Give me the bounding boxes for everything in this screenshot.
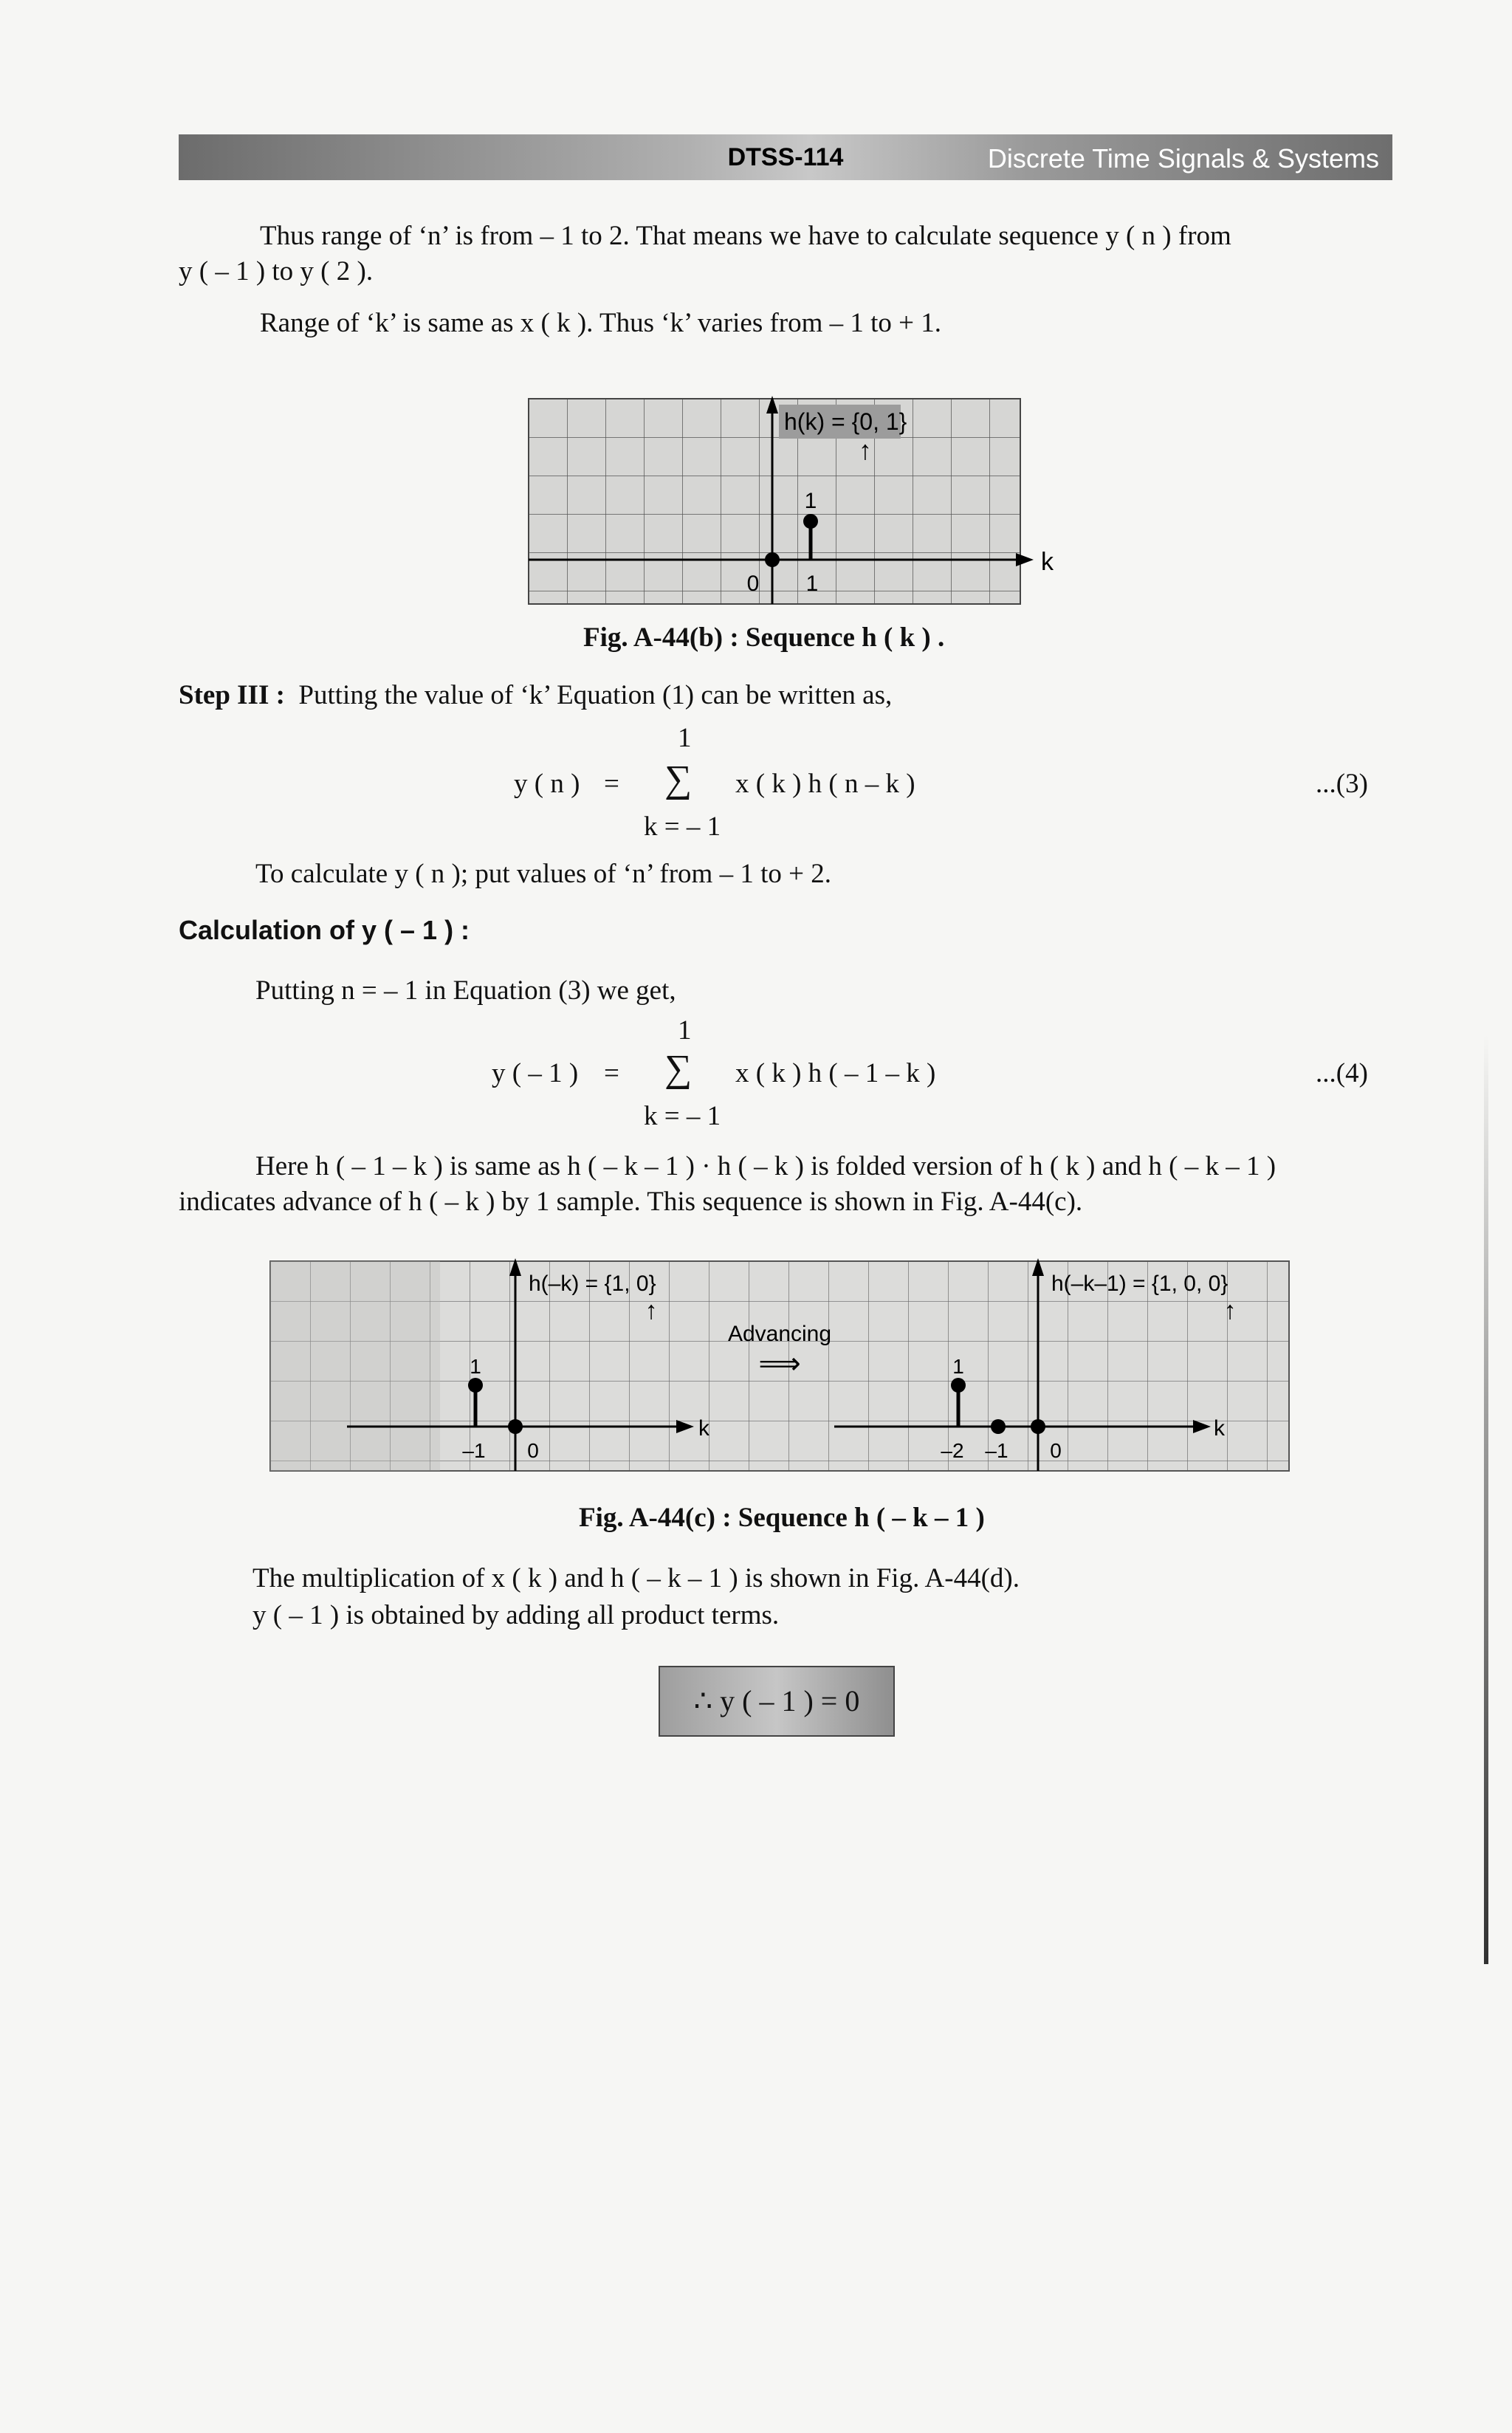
origin-arrow: ↑ [859,435,872,465]
eq4-lhs: y ( – 1 ) [492,1058,579,1088]
left-label: h(–k) = {1, 0} [529,1272,656,1296]
figure-a44b [524,396,1063,617]
right-sample-k0 [1031,1419,1045,1434]
step-text: Putting the value of ‘k’ Equation (1) can be written as, [298,680,893,710]
right-tick-0: 0 [1050,1439,1062,1462]
right-label: h(–k–1) = {1, 0, 0} [1051,1272,1228,1296]
hk-label: h(k) = {0, 1} [784,408,907,435]
right-tick-minus2: –2 [941,1439,964,1462]
eq3-tag: ...(3) [1316,769,1368,799]
paragraph-range-k: Range of ‘k’ is same as x ( k ). Thus ‘k’ varies from – 1 to + 1. [260,308,942,338]
left-tick-0: 0 [527,1439,539,1462]
explanation-line2: indicates advance of h ( – k ) by 1 sample. This sequence is shown in Fig. A-44(c). [179,1187,1083,1217]
tick-label-1: 1 [805,572,819,596]
calc-instruction: To calculate y ( n ); put values of ‘n’ from – 1 to + 2. [255,859,831,889]
adding-text: y ( – 1 ) is obtained by adding all product terms. [252,1600,780,1630]
header-bar [179,134,1392,180]
grid-lines [529,399,1020,604]
left-axis-label-k: k [698,1416,709,1441]
right-value-label: 1 [952,1355,964,1378]
explanation-line1: Here h ( – 1 – k ) is same as h ( – k – 1 ) · h ( – k ) is folded version of h ( k ) and h ( – k – 1 ) [255,1151,1276,1181]
eq4-upper-limit: 1 [678,1015,692,1046]
k-axis-arrowhead [1016,553,1034,566]
caption-fig-a44c: Fig. A-44(c) : Sequence h ( – k – 1 ) [579,1503,985,1533]
step-label: Step III : [179,680,285,710]
advancing-label: Advancing [727,1322,832,1346]
putting-text: Putting n = – 1 in Equation (3) we get, [255,975,676,1006]
axis-label-k: k [1041,548,1054,576]
left-value-label: 1 [470,1355,481,1378]
figure-a44c [266,1255,1295,1477]
value-label: 1 [804,489,817,513]
eq3-lhs: y ( n ) [514,769,580,799]
eq4-rhs: x ( k ) h ( – 1 – k ) [735,1058,936,1088]
header-title: Discrete Time Signals & Systems [987,143,1379,174]
multiplication-text: The multiplication of x ( k ) and h ( – k – 1 ) is shown in Fig. A-44(d). [252,1563,1020,1593]
eq3-equals: = [604,769,619,799]
advancing-arrow: ⟹ [758,1348,801,1380]
sample-k1 [803,514,818,529]
eq4-equals: = [604,1058,619,1088]
header-code: DTSS-114 [727,143,844,171]
eq4-sum-sign: ∑ [664,1048,693,1090]
sample-k0 [765,552,780,567]
paragraph-range-n-line2: y ( – 1 ) to y ( 2 ). [179,256,374,286]
calc-heading: Calculation of y ( – 1 ) : [179,915,470,945]
grid-shade-left [270,1261,440,1471]
right-axis-label-k: k [1214,1416,1225,1441]
eq3-lower-limit: k = – 1 [644,811,721,842]
step-iii [179,678,892,713]
left-origin-arrow: ↑ [645,1297,658,1325]
right-sample-kminus2 [951,1378,966,1393]
tick-label-0: 0 [746,572,760,596]
paragraph-range-n-line1: Thus range of ‘n’ is from – 1 to 2. That means we have to calculate sequence y ( n ) from [260,221,1231,251]
eq4-tag: ...(4) [1316,1058,1368,1088]
right-tick-minus1: –1 [985,1439,1008,1462]
result-box: ∴ y ( – 1 ) = 0 [659,1666,895,1737]
eq3-sum-sign: ∑ [664,758,693,800]
page-edge-shadow [1484,1034,1488,1964]
left-sample-kminus1 [468,1378,483,1393]
eq3-rhs: x ( k ) h ( n – k ) [735,769,915,799]
left-tick-minus1: –1 [462,1439,486,1462]
eq4-lower-limit: k = – 1 [644,1101,721,1131]
caption-fig-a44b: Fig. A-44(b) : Sequence h ( k ) . [583,622,945,653]
eq3-upper-limit: 1 [678,723,692,753]
right-sample-kminus1 [991,1419,1006,1434]
left-sample-k0 [508,1419,523,1434]
right-origin-arrow: ↑ [1223,1297,1237,1325]
